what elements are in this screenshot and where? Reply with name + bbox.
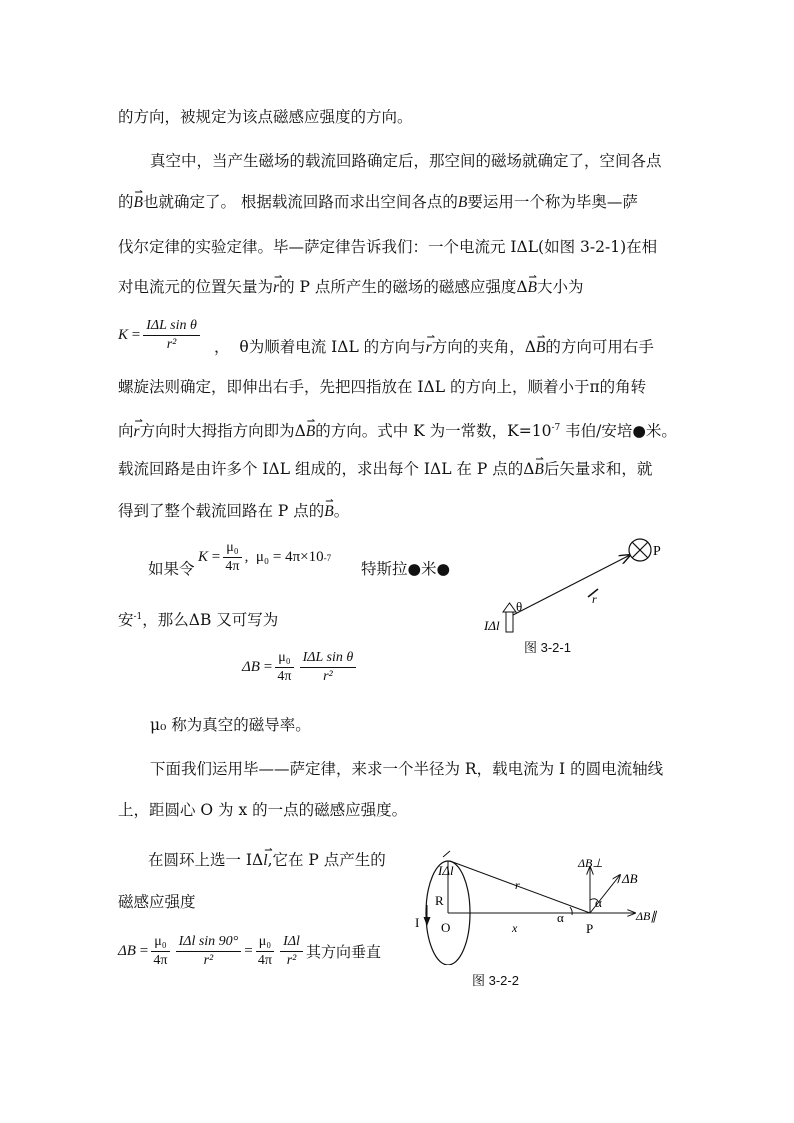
text-line-14: 下面我们运用毕——萨定律，来求一个半径为 R，载电流为 I 的圆电流轴线 xyxy=(150,760,664,778)
vector-b-symbol: B ⇀ xyxy=(134,192,143,214)
text-line-12: 安$^{-1}$，那么ΔB 又可写为 xyxy=(118,611,279,630)
label-center: O xyxy=(441,920,451,935)
label-r: r xyxy=(592,592,597,606)
current-element-shape xyxy=(506,610,513,632)
figure-3-2-1 xyxy=(480,535,680,660)
text-line-4: 伐尔定律的实验定律。毕—萨定律告诉我们：一个电流元 IΔL(如图 3-2-1)在相 xyxy=(118,238,658,256)
figure-3-2-2 xyxy=(410,845,670,965)
formula-k: K = $\frac{\text{IΔL sin θ}}{\text{r²}}$ xyxy=(118,318,203,353)
text-line-9: 载流回路是由许多个 IΔL 组成的，求出每个 IΔL 在 P 点的ΔB ⇀后矢量求和，就 xyxy=(118,458,652,481)
text-line-7: 螺旋法则确定，即伸出右手，先把四指放在 IΔL 的方向上，顺着小于π的角转 xyxy=(118,378,647,396)
label-x: x xyxy=(512,921,518,935)
text-line-1: 的方向，被规定为该点磁感应强度的方向。 xyxy=(118,108,413,126)
vector-b-symbol: B ⇀ xyxy=(324,501,333,523)
text-line-2: 真空中，当产生磁场的载流回路确定后，那空间的磁场就确定了，空间各点 xyxy=(150,152,662,170)
b-symbol: B xyxy=(457,194,468,211)
text-line-17: 磁感应强度 xyxy=(118,893,196,911)
vector-b-symbol: B ⇀ xyxy=(534,459,543,481)
text-line-15: 上，距圆心 O 为 x 的一点的磁感应强度。 xyxy=(118,801,408,819)
text-line-6: ， θ为顺着电流 IΔL 的方向与r ⇀方向的夹角，ΔB ⇀的方向可用右手 xyxy=(214,336,654,359)
r-line xyxy=(450,861,590,913)
label-point-p: P xyxy=(586,921,594,936)
label-current-element: IΔl xyxy=(438,863,454,878)
label-radius: R xyxy=(435,893,444,908)
position-vector-arrow xyxy=(513,555,630,615)
text-line-11: 如果令 xyxy=(148,560,195,578)
vector-b-symbol: B ⇀ xyxy=(306,421,315,443)
text-line-10: 得到了整个载流回路在 P 点的B ⇀。 xyxy=(118,500,349,523)
text-line-11b: 特斯拉●米● xyxy=(361,560,451,578)
text-line-16: 在圆环上选一 IΔl ⇀,它在 P 点产生的 xyxy=(148,849,386,872)
formula-k-mu: K = $\frac{\text{μ₀}}{4\pi}$ , μ₀ = 4π×10 -7 xyxy=(198,540,332,574)
formula-db: ΔB = $\frac{\text{μ₀}}{4\pi}$ $\frac{\text{IΔL sin θ}}{\text{r²}}$ xyxy=(242,650,359,685)
formula-db-circle: ΔB = $\frac{\text{μ₀}}{4\pi}$ $\frac{\text{IΔl sin 90°}}{\text{r²}}$ = $\frac{\text{μ₀}}{4\pi}$ $\frac{\text{IΔl}}{\text{r²}}$ 其方向垂直 xyxy=(118,934,381,968)
label-db-perp: ΔB⊥ xyxy=(578,856,603,870)
label-theta: θ xyxy=(516,599,523,614)
vector-b-symbol: B ⇀ xyxy=(528,277,537,299)
label-current: I xyxy=(415,915,420,930)
text-line-13: μ₀ 称为真空的磁导率。 xyxy=(150,716,311,734)
label-p: P xyxy=(653,544,661,559)
label-alpha-right: α xyxy=(595,895,602,910)
label-alpha-left: α xyxy=(557,910,564,925)
label-db-par: ΔB∥ xyxy=(636,909,657,923)
vector-l-symbol: l ⇀ xyxy=(263,850,267,872)
label-current-element: IΔl xyxy=(484,618,500,633)
label-db: ΔB xyxy=(622,871,638,886)
vector-b-symbol: B ⇀ xyxy=(536,337,545,359)
vector-r-symbol: r ⇀ xyxy=(273,277,279,299)
text-line-8: 向r ⇀方向时大拇指方向即为ΔB ⇀的方向。式中 K 为一常数，$K=10^{-7}$ 韦伯/安培●米。 xyxy=(118,417,677,443)
vector-r-symbol: r ⇀ xyxy=(426,337,432,359)
figure-caption-3-2-2: 图 3-2-2 xyxy=(472,973,519,988)
vector-r-symbol: r ⇀ xyxy=(134,421,140,443)
label-r: r xyxy=(515,878,520,892)
text-line-3: 的B ⇀也就确定了。 根据载流回路而求出空间各点的B要运用一个称为毕奥—萨 xyxy=(118,191,638,214)
figure-caption-3-2-1: 图 3-2-1 xyxy=(524,640,571,655)
text-line-5: 对电流元的位置矢量为r ⇀的 P 点所产生的磁场的磁感应强度ΔB ⇀大小为 xyxy=(118,276,584,299)
